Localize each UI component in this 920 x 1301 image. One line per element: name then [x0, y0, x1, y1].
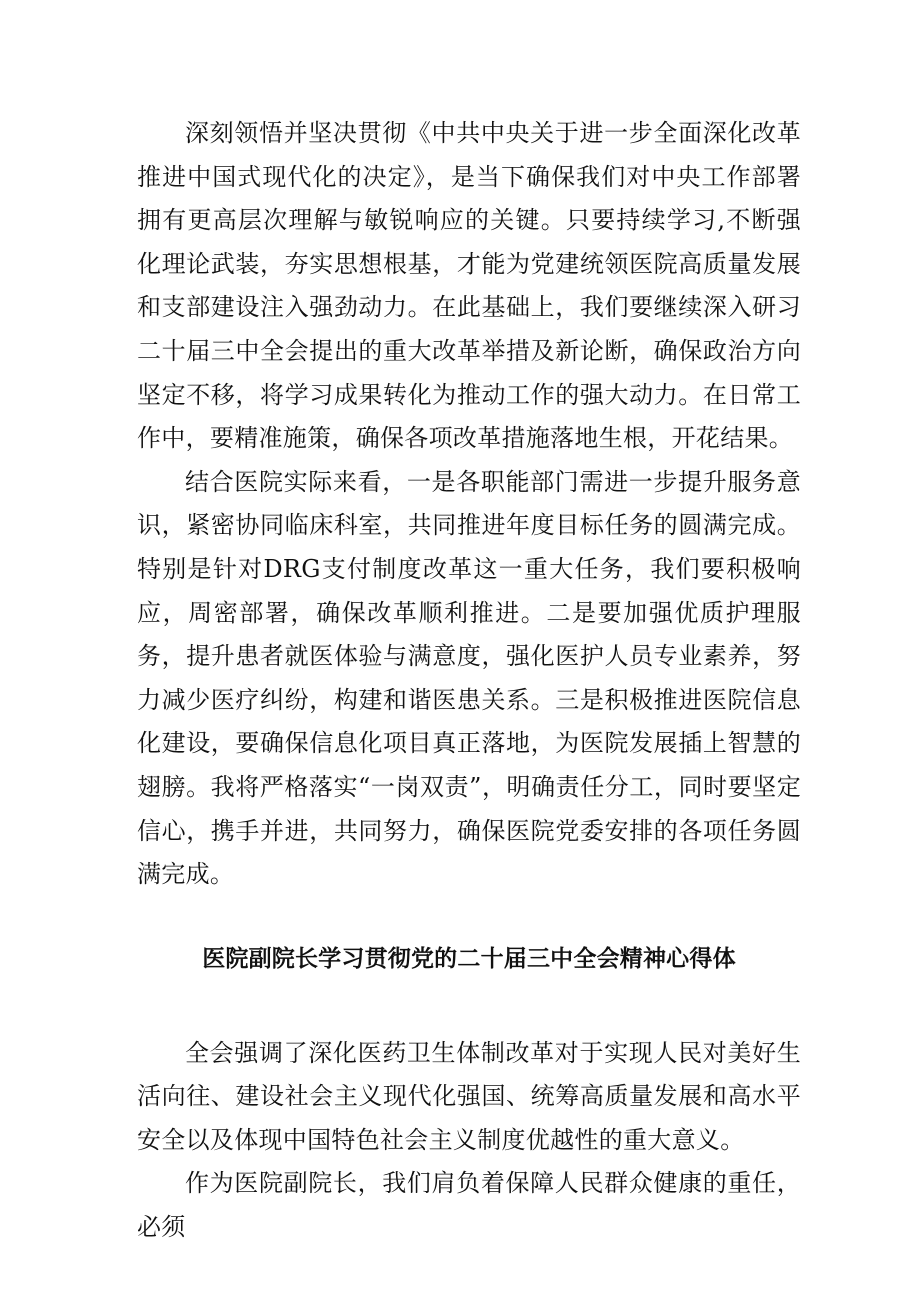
- paragraph-hospital-practice: 结合医院实际来看，一是各职能部门需进一步提升服务意识，紧密协同临床科室，共同推进年度目标任务的圆满完成。特别是针对DRG支付制度改革这一重大任务，我们要积极响应，周密部署，确保改革顺利推进。二是要加强优质护理服务，提升患者就医体验与满意度，强化医护人员专业素养，努力减少医疗纠纷，构建和谐医患关系。三是积极推进医院信息化建设，要确保信息化项目真正落地，为医院发展插上智慧的翅膀。我将严格落实“一岗双责”，明确责任分工，同时要坚定信心，携手并进，共同努力，确保医院党委安排的各项任务圆满完成。: [137, 467, 801, 889]
- spacer: [137, 897, 801, 943]
- spacer: [137, 975, 801, 1032]
- paragraph-vice-president-duty: 作为医院副院长，我们肩负着保障人民群众健康的重任，必须: [137, 1169, 801, 1242]
- paragraph-study-decision: 深刻领悟并坚决贯彻《中共中央关于进一步全面深化改革推进中国式现代化的决定》，是当下确保我们对中央工作部署拥有更高层次理解与敏锐响应的关键。只要持续学习,不断强化理论武装，夯实思想根基，才能为党建统领医院高质量发展和支部建设注入强劲动力。在此基础上，我们要继续深入研习二十届三中全会提出的重大改革举措及新论断，确保政治方向坚定不移，将学习成果转化为推动工作的强大动力。在日常工作中，要精准施策，确保各项改革措施落地生根，开花结果。: [137, 119, 801, 453]
- section-title: 医院副院长学习贯彻党的二十届三中全会精神心得体: [202, 945, 736, 972]
- paragraph-plenum-emphasis: 全会强调了深化医药卫生体制改革对于实现人民对美好生活向往、建设社会主义现代化强国、统筹高质量发展和高水平安全以及体现中国特色社会主义制度优越性的重大意义。: [137, 1038, 801, 1154]
- document-body: [137, 112, 801, 1250]
